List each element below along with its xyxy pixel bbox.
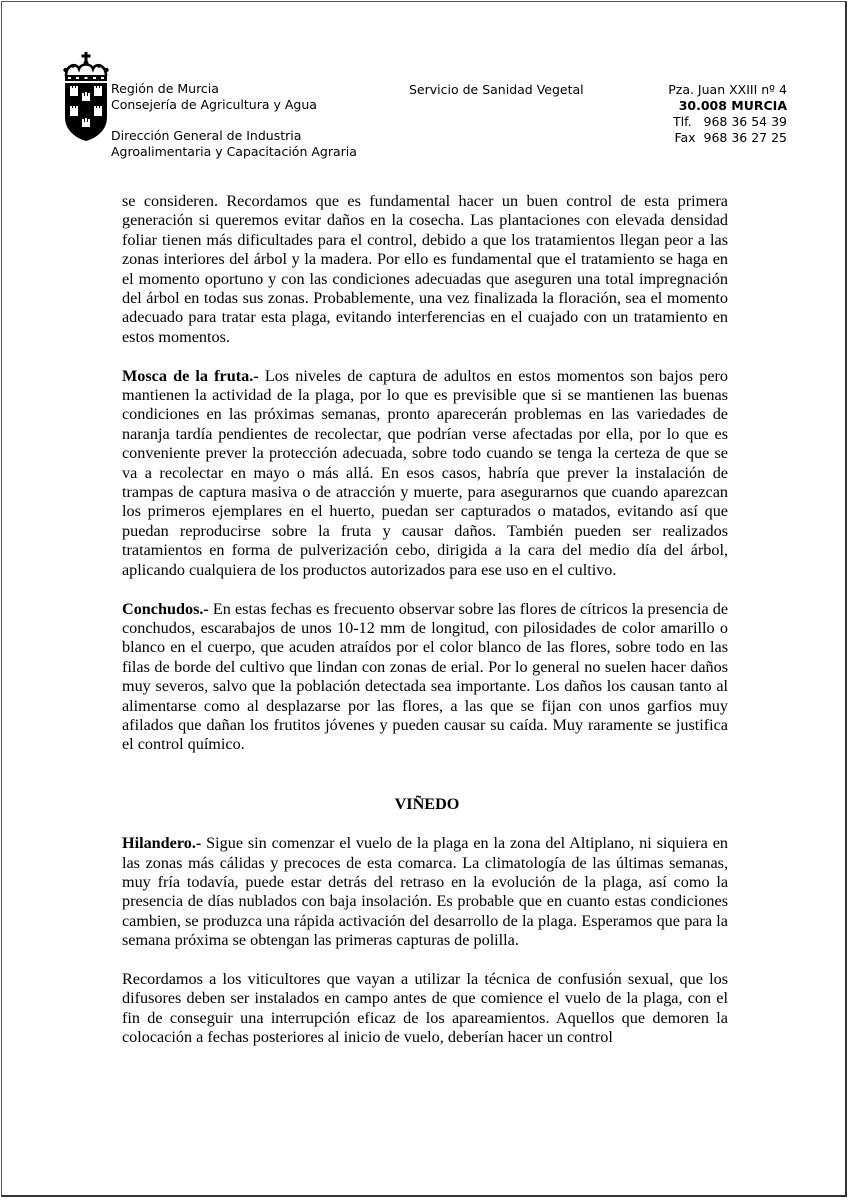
service-name: Servicio de Sanidad Vegetal (409, 82, 584, 97)
conchudos-paragraph (122, 600, 728, 755)
document-body (122, 192, 728, 1048)
address-postcode-city: 30.008 MURCIA (678, 98, 787, 113)
address-street: Pza. Juan XXIII nº 4 (668, 82, 787, 97)
region-coat-of-arms-logo (62, 52, 110, 142)
org-council: Consejería de Agricultura y Agua (111, 97, 317, 112)
hilandero-term: Hilandero.- (122, 834, 202, 853)
section-title-vinedo: VIÑEDO (394, 794, 460, 813)
org-directorate: Dirección General de Industria (111, 128, 302, 143)
organization-block (111, 81, 357, 160)
phone-number: Tlf. 968 36 54 39 (673, 114, 787, 129)
org-region: Región de Murcia (111, 81, 219, 96)
mosca-text: Los niveles de captura de adultos en estos momentos son bajos pero mantienen la actividad de la plaga, por lo que es previsible que si se mantienen las buenas condiciones en las próximas semanas, pronto aparecerán problemas en las variedades de naranja tardía pendientes de recolectar, que podrían verse afectadas por ella, por lo que es conveniente prever la protección adecuada, sobre todo cuando se tenga la certeza de que se va a recolectar en mayo o más allá. En esos casos, habría que prever la instalación de trampas de captura masiva o de atracción y muerte, para asegurarnos que cuando aparezcan los primeros ejemplares en el huerto, puedan ser capturados o matados, evitando así que puedan reproducirse sobre la fruta y causar daños. También pueden ser realizados tratamientos en forma de pulverización cebo, dirigida a la cara del medio día del árbol, aplicando cualquiera de los productos autorizados para ese uso en el cultivo. (122, 366, 729, 579)
hilandero-paragraph (122, 834, 728, 950)
intro-paragraph: se consideren. Recordamos que es fundamental hacer un buen control de esta primera generación si queremos evitar daños en la cosecha. Las plantaciones con elevada densidad foliar tienen más dificultades para el control, debido a que los tratamientos llegan peor a las zonas interiores del árbol y la madera. Por ello es fundamental que el tratamiento se haga en el momento oportuno y con las condiciones adecuadas que aseguren una total impregnación del árbol en todas sus zonas. Probablemente, una vez finalizada la floración, sea el momento adecuado para tratar esta plaga, evitando interferencias en el cuajado con un tratamiento en estos momentos. (122, 192, 728, 346)
mosca-term: Mosca de la fruta.- (122, 366, 259, 385)
conchudos-term: Conchudos.- (122, 599, 209, 618)
fax-number: Fax 968 36 27 25 (674, 130, 787, 145)
closing-paragraph: Recordamos a los viticultores que vayan a utilizar la técnica de confusión sexual, que los difusores deben ser instalados en campo antes de que comience el vuelo de la plaga, con el fin de conseguir una interrupción eficaz de los apareamientos. Aquellos que demoren la colocación a fechas posteriores al inicio de vuelo, deberían hacer un control (122, 969, 728, 1047)
org-directorate-cont: Agroalimentaria y Capacitación Agraria (111, 144, 357, 159)
hilandero-text: Sigue sin comenzar el vuelo de la plaga en la zona del Altiplano, ni siquiera en las zonas más cálidas y precoces de esta comarca. La climatología de las últimas semanas, muy fría todavía, puede estar detrás del retraso en la evolución de la plaga, así como la presencia de días nublados con baja insolación. Es probable que en cuanto estas condiciones cambien, se produzca una rápida activación del desarrollo de la plaga. Esperamos que para la semana próxima se obtengan las primeras capturas de polilla. (122, 834, 728, 950)
conchudos-text: En estas fechas es frecuento observar sobre las flores de cítricos la presencia de conchudos, escarabajos de unos 10-12 mm de longitud, con pilosidades de color amarillo o blanco en el cuerpo, que acuden atraídos por el color blanco de las flores, sobre todo en las filas de borde del cultivo que lindan con zonas de erial. Por lo general no suelen hacer daños muy severos, salvo que la población detectada sea importante. Los daños los causan tanto al alimentarse como al desplazarse por las flores, a las que se fijan con unos garfios muy afilados que dañan los frutitos jóvenes y pueden causar su caída. Muy raramente se justifica el control químico. (122, 599, 729, 754)
address-block (668, 82, 787, 146)
mosca-paragraph (122, 367, 728, 580)
